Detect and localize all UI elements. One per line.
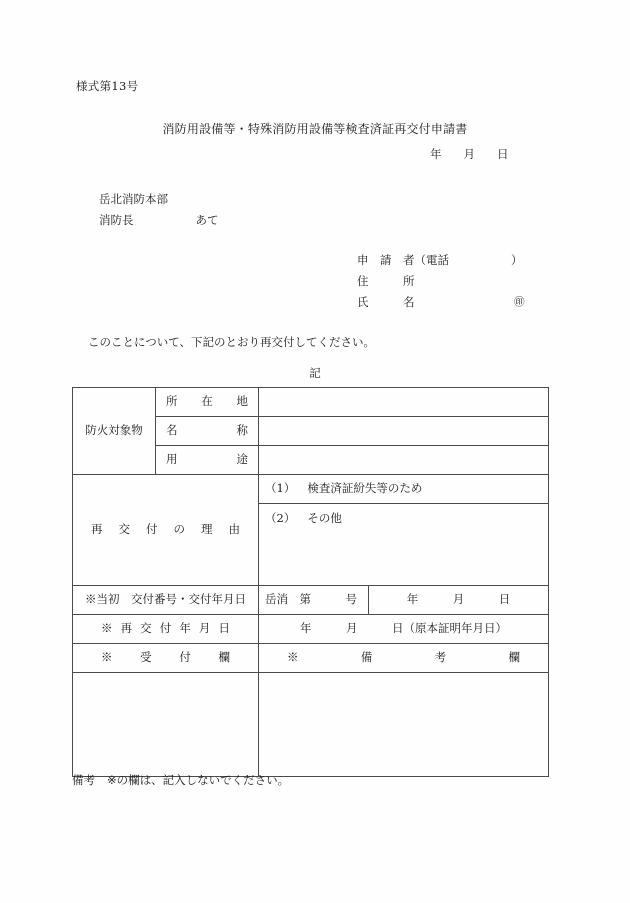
reason-option-1-text: [265, 481, 422, 495]
applicant-name-label: 氏 名: [357, 295, 415, 309]
document-title: 消防用設備等・特殊消防用設備等検査済証再交付申請書: [162, 122, 468, 136]
date-day-label: 日: [497, 147, 509, 161]
reception-column-label: [73, 644, 259, 673]
reception-column-value[interactable]: [73, 673, 259, 777]
reception-column-label-text: ※受付欄: [101, 650, 230, 665]
reason-option-2-number: （2）: [265, 511, 296, 525]
ki-mark: 記: [309, 366, 321, 380]
table-row: [73, 673, 549, 777]
footer-note: [72, 772, 289, 788]
date-month-label: 月: [463, 147, 475, 161]
remarks-column-label-text: ※備考欄: [287, 650, 520, 665]
intro-sentence: このことについて、下記のとおり再交付してください。: [88, 335, 376, 349]
applicant-label: 申 請 者（電話: [357, 253, 449, 267]
addressee-recipient-line: [99, 210, 219, 231]
original-issue-date-field[interactable]: 年 月 日: [369, 586, 549, 615]
form-number: 様式第13号: [76, 79, 139, 93]
original-issue-label: [73, 586, 259, 615]
table-row: [73, 644, 549, 673]
building-location-value[interactable]: [259, 388, 549, 417]
application-table: [72, 387, 549, 777]
applicant-block: [357, 250, 525, 313]
original-issue-number-field[interactable]: 岳消 第 号: [259, 586, 369, 615]
building-section-label: [73, 388, 156, 475]
building-use-label-text: 用途: [166, 452, 248, 467]
reason-option-2-label: その他: [307, 511, 342, 525]
applicant-address-line: [357, 271, 449, 292]
date-year-label: 年: [430, 147, 442, 161]
original-issue-label-text: ※当初 交付番号・交付年月日: [85, 592, 246, 607]
reissue-date-label-text: ※再交付年月日: [101, 621, 230, 636]
applicant-name-line: [357, 292, 525, 313]
reason-option-2[interactable]: [259, 504, 549, 586]
table-row: [73, 388, 549, 417]
footer-note-prefix: 備考: [72, 773, 95, 787]
addressee-organization: 岳北消防本部: [99, 192, 168, 206]
addressee-block: [99, 189, 219, 231]
remarks-column-value[interactable]: [259, 673, 549, 777]
building-location-label: [156, 388, 259, 417]
building-section-label-text: 防火対象物: [85, 423, 143, 438]
table-row: [73, 475, 549, 504]
reason-section-label: [73, 475, 259, 586]
seal-icon: ㊞: [514, 296, 525, 308]
table-row: [73, 615, 549, 644]
reason-option-1-number: （1）: [265, 481, 296, 496]
building-name-label-text: 名称: [166, 423, 248, 438]
building-location-label-text: 所在地: [166, 394, 248, 409]
reason-section-label-text: 再交付の理由: [91, 522, 240, 537]
table-row: [73, 586, 549, 615]
building-use-value[interactable]: [259, 446, 549, 475]
addressee-recipient-title: 消防長: [99, 213, 134, 227]
reason-option-1-label: 検査済証紛失等のため: [307, 481, 423, 496]
submission-date-line: [430, 146, 509, 162]
reissue-date-value[interactable]: 年 月 日（原本証明年月日）: [259, 615, 549, 644]
reissue-date-label: [73, 615, 259, 644]
remarks-column-label: [259, 644, 549, 673]
applicant-address-label: 住 所: [357, 274, 415, 288]
reason-option-1[interactable]: [259, 475, 549, 504]
footer-note-text: ※の欄は、記入しないでください。: [107, 773, 290, 787]
addressee-honorific: あて: [195, 213, 219, 227]
building-name-value[interactable]: [259, 417, 549, 446]
building-name-label: [156, 417, 259, 446]
applicant-phone-line: [357, 250, 523, 271]
building-use-label: [156, 446, 259, 475]
applicant-phone-close-paren: ）: [511, 253, 523, 267]
reason-option-2-text: [265, 511, 342, 525]
